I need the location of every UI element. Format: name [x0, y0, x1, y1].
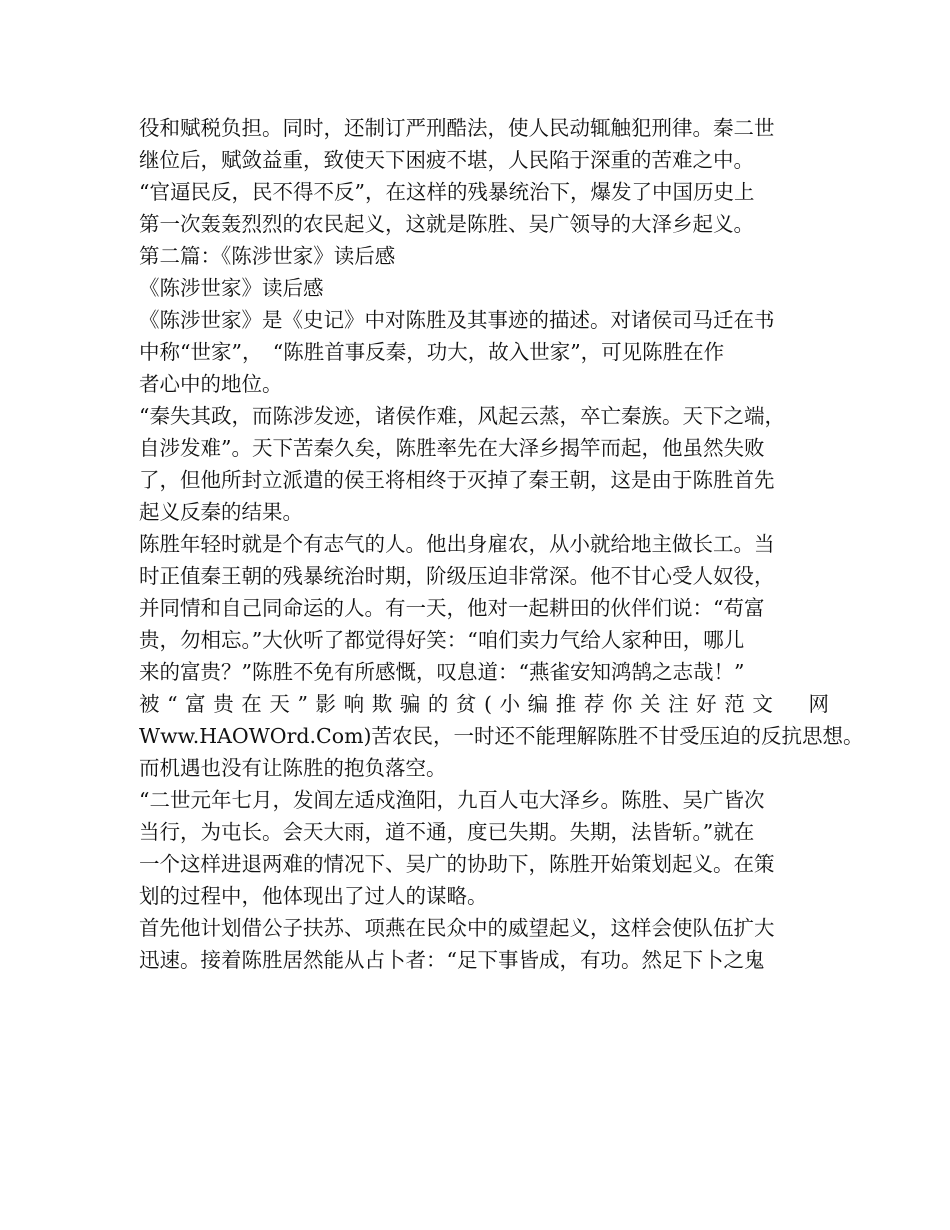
- text-line: “官逼民反，民不得不反”，在这样的残暴统治下，爆发了中国历史上: [139, 180, 755, 204]
- text-line: Www.HAOWOrd.Com)苦农民，一时还不能理解陈胜不甘受压迫的反抗思想。: [139, 724, 864, 748]
- text-line: “秦失其政，而陈涉发迹，诸侯作难，风起云蒸，卒亡秦族。天下之端，: [139, 404, 785, 428]
- text-line: 并同情和自己同命运的人。有一天，他对一起耕田的伙伴们说：“苟富: [139, 596, 765, 620]
- text-line: 陈胜年轻时就是个有志气的人。他出身雇农，从小就给地主做长工。当: [139, 532, 775, 556]
- section-heading: 《陈涉世家》读后感: [139, 276, 324, 300]
- text-line: “二世元年七月，发闾左适戍渔阳，九百人屯大泽乡。陈胜、吴广皆次: [139, 788, 765, 812]
- text-line: 时正值秦王朝的残暴统治时期，阶级压迫非常深。他不甘心受人奴役，: [139, 564, 775, 588]
- text-line: 来的富贵？”陈胜不免有所感慨，叹息道：“燕雀安知鸿鹄之志哉！”: [139, 660, 745, 684]
- text-line: 第一次轰轰烈烈的农民起义，这就是陈胜、吴广领导的大泽乡起义。: [139, 212, 754, 236]
- text-line: 继位后，赋敛益重，致使天下困疲不堪，人民陷于深重的苦难之中。: [139, 148, 754, 172]
- text-line: 自涉发难”。天下苦秦久矣，陈胜率先在大泽乡揭竿而起，他虽然失败: [139, 436, 765, 460]
- text-line: 贵，勿相忘。”大伙听了都觉得好笑：“咱们卖力气给人家种田，哪儿: [139, 628, 745, 652]
- section-heading: 第二篇：《陈涉世家》读后感: [139, 244, 396, 268]
- text-line: 《陈涉世家》是《史记》中对陈胜及其事迹的描述。对诸侯司马迁在书: [139, 308, 775, 332]
- text-line: 起义反秦的结果。: [139, 500, 303, 524]
- text-line: 役和赋税负担。同时，还制订严刑酷法，使人民动辄触犯刑律。秦二世: [139, 116, 775, 140]
- text-line: 迅速。接着陈胜居然能从占卜者：“足下事皆成，有功。然足下卜之鬼: [139, 948, 765, 972]
- text-line: 划的过程中，他体现出了过人的谋略。: [139, 884, 488, 908]
- text-line: 了，但他所封立派遣的侯王将相终于灭掉了秦王朝，这是由于陈胜首先: [139, 468, 775, 492]
- document-body: [139, 112, 864, 976]
- text-line: 一个这样进退两难的情况下、吴广的协助下，陈胜开始策划起义。在策: [139, 852, 775, 876]
- text-line: 被“富贵在天”影响欺骗的贫(小编推荐你关注好范文 网: [139, 692, 829, 716]
- text-line: 而机遇也没有让陈胜的抱负落空。: [139, 756, 447, 780]
- text-line: 中称“世家”， “陈胜首事反秦，功大，故入世家”，可见陈胜在作: [139, 340, 725, 364]
- text-line: 首先他计划借公子扶苏、项燕在民众中的威望起义，这样会使队伍扩大: [139, 916, 775, 940]
- text-line: 当行，为屯长。会天大雨，道不通，度已失期。失期，法皆斩。”就在: [139, 820, 755, 844]
- text-line: 者心中的地位。: [139, 372, 283, 396]
